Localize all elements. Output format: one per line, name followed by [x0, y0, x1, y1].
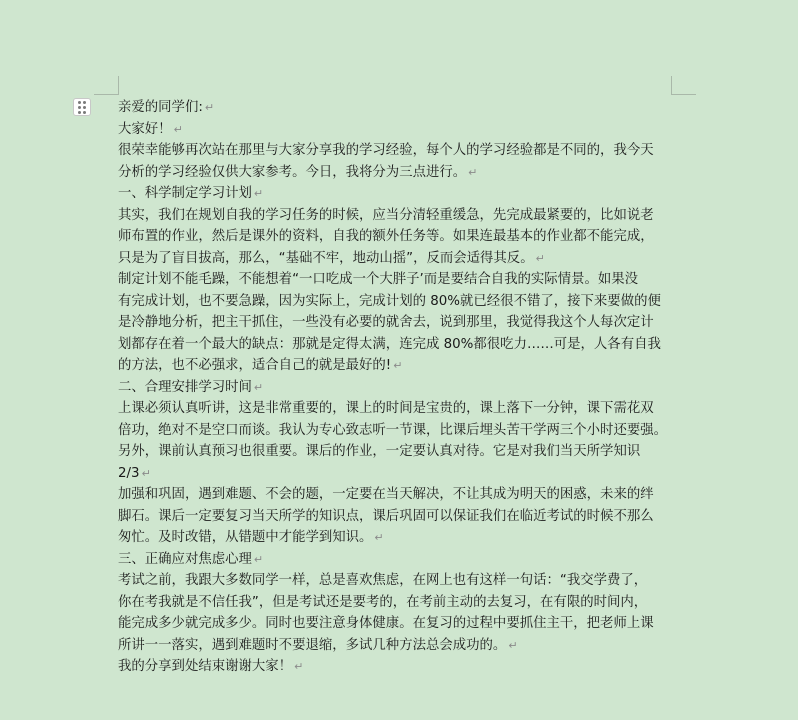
text-line	[118, 463, 678, 485]
line-text: 大家好！	[118, 121, 172, 137]
line-text: 加强和巩固，遇到难题、不会的题，一定要在当天解决，不让其成为明天的困惑，未来的绊	[118, 487, 654, 502]
text-line	[118, 140, 678, 162]
crop-mark-top-left	[94, 76, 119, 95]
line-text: 脚石。课后一定要复习当天所学的知识点，课后巩固可以保证我们在临近考试的时候不那么	[118, 508, 654, 524]
paragraph-mark-icon: ↵	[468, 165, 478, 179]
text-line	[118, 613, 678, 635]
paragraph-mark-icon: ↵	[204, 101, 215, 114]
text-line	[118, 635, 678, 657]
text-line	[118, 441, 678, 463]
text-line	[118, 420, 678, 442]
text-line	[118, 119, 678, 141]
text-line	[118, 355, 678, 377]
paragraph-mark-icon: ↵	[253, 187, 264, 200]
paragraph-mark-icon: ↵	[173, 122, 183, 136]
line-text: 分析的学习经验仅供大家参考。今日，我将分为三点进行。	[118, 164, 467, 180]
paragraph-mark-icon: ↵	[294, 660, 304, 673]
text-line	[118, 248, 678, 270]
paragraph-mark-icon: ↵	[141, 466, 151, 480]
line-text: 你在考我就是不信任我”，但是考试还是要考的，在考前主动的去复习，在有限的时间内，	[118, 594, 648, 610]
line-text: 一、科学制定学习计划	[118, 186, 252, 201]
line-text: 所讲一一落实，遇到难题时不要退缩，多试几种方法总会成功的。	[118, 637, 507, 653]
document-body[interactable]	[118, 97, 678, 678]
drag-handle-icon[interactable]	[73, 98, 91, 116]
line-text: 有完成计划，也不要急躁，因为实际上，完成计划的 80%就已经很不错了，接下来要做的便	[118, 293, 661, 309]
crop-mark-top-right	[671, 76, 696, 95]
line-text: 倍功，绝对不是空口而谈。我认为专心致志听一节课，比课后埋头苦干学两三个小时还要强。	[118, 422, 668, 438]
text-line	[118, 592, 678, 614]
line-text: 2/3	[118, 465, 140, 481]
paragraph-mark-icon: ↵	[393, 359, 403, 372]
line-text: 的方法，也不必强求，适合自己的就是最好的!	[118, 358, 392, 373]
text-line	[118, 183, 678, 205]
line-text: 考试之前，我跟大多数同学一样，总是喜欢焦虑，在网上也有这样一句话：“我交学费了，	[118, 573, 648, 588]
text-line	[118, 570, 678, 592]
text-line	[118, 506, 678, 528]
line-text: 三、正确应对焦虑心理	[118, 551, 252, 567]
line-text: 另外，课前认真预习也很重要。课后的作业，一定要认真对待。它是对我们当天所学知识	[118, 444, 641, 459]
text-line	[118, 205, 678, 227]
line-text: 二、合理安排学习时间	[118, 379, 252, 395]
line-text: 师布置的作业，然后是课外的资料，自我的额外任务等。如果连最基本的作业都不能完成，	[118, 229, 654, 244]
line-text: 只是为了盲目拔高，那么，“基础不牢，地动山摇”，反而会适得其反。	[118, 250, 534, 266]
line-text: 是冷静地分析，把主干抓住，一些没有必要的就舍去，说到那里，我觉得我这个人每次定计	[118, 315, 654, 330]
line-text: 制定计划不能毛躁，不能想着“一口吃成一个大胖子’而是要结合自我的实际情景。如果没	[118, 272, 639, 287]
text-line	[118, 312, 678, 334]
line-text: 匆忙。及时改错，从错题中才能学到知识。	[118, 530, 373, 545]
text-line	[118, 398, 678, 420]
line-text: 划都存在着一个最大的缺点：那就是定得太满，连完成 80%都很吃力……可是，人各有自我	[118, 336, 661, 352]
text-line	[118, 269, 678, 291]
line-text: 能完成多少就完成多少。同时也要注意身体健康。在复习的过程中要抓住主干，把老师上课	[118, 616, 654, 631]
text-line	[118, 549, 678, 571]
line-text: 其实，我们在规划自我的学习任务的时候，应当分清轻重缓急，先完成最紧要的，比如说老	[118, 207, 654, 223]
paragraph-mark-icon: ↵	[535, 251, 545, 265]
line-text: 很荣幸能够再次站在那里与大家分享我的学习经验，每个人的学习经验都是不同的，我今天	[118, 143, 654, 158]
paragraph-mark-icon: ↵	[253, 380, 264, 394]
paragraph-mark-icon: ↵	[253, 552, 264, 566]
paragraph-mark-icon: ↵	[374, 531, 384, 544]
text-line	[118, 656, 678, 678]
text-line	[118, 97, 678, 119]
line-text: 亲爱的同学们:	[118, 100, 203, 115]
line-text: 上课必须认真听讲，这是非常重要的，课上的时间是宝贵的，课上落下一分钟，课下需花双	[118, 401, 654, 416]
text-line	[118, 527, 678, 549]
text-line	[118, 377, 678, 399]
text-line	[118, 226, 678, 248]
text-line	[118, 484, 678, 506]
line-text: 我的分享到处结束谢谢大家！	[118, 659, 293, 674]
text-line	[118, 334, 678, 356]
text-line	[118, 291, 678, 313]
text-line	[118, 162, 678, 184]
paragraph-mark-icon: ↵	[508, 638, 518, 652]
